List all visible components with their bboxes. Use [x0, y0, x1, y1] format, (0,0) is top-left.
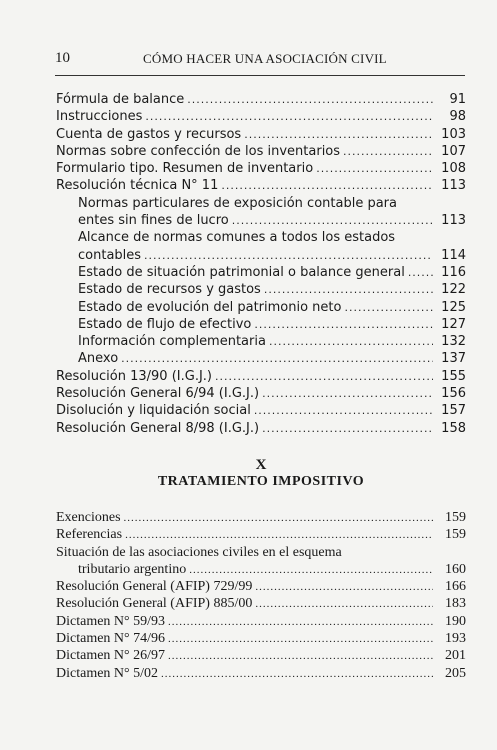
toc-entry-page: 108 [441, 161, 466, 177]
toc-entry-title-line1: Alcance de normas comunes a todos los estados [78, 230, 396, 246]
toc-entry [56, 509, 466, 526]
dot-leader [343, 143, 433, 160]
toc-entry [56, 368, 466, 385]
dot-leader [316, 160, 433, 177]
dot-leader [232, 212, 433, 229]
toc-entry-page: 113 [441, 178, 466, 194]
toc-entry [56, 350, 466, 367]
section-number: X [255, 457, 267, 473]
toc-entry-title: Información complementaria [78, 334, 266, 350]
toc-entry [56, 247, 466, 264]
toc-entry [56, 630, 466, 647]
toc-entry-page: 190 [445, 613, 466, 629]
toc-entry-title: Estado de evolución del patrimonio neto [78, 299, 342, 315]
toc-entry [56, 665, 466, 682]
toc-entry [56, 333, 466, 350]
toc-entry [56, 177, 466, 194]
toc-entry-page: 127 [441, 316, 466, 332]
toc-entry-title: Resolución General 8/98 (I.G.J.) [56, 420, 260, 436]
toc-entry [56, 526, 466, 543]
toc-entry-page: 156 [441, 386, 466, 402]
toc-entry-page: 114 [441, 247, 466, 263]
toc-entry [56, 108, 466, 125]
dot-leader [124, 510, 433, 527]
toc-entry-title: Estado de flujo de efectivo [78, 316, 252, 332]
toc-entry [56, 578, 466, 595]
toc-entry-page: 103 [441, 126, 466, 142]
toc-entry [56, 316, 466, 333]
toc-entry-page: 137 [441, 351, 466, 367]
dot-leader [168, 648, 433, 665]
toc-entry [56, 595, 466, 612]
dot-leader [262, 385, 433, 402]
toc-entry-title: Dictamen N° 59/93 [56, 613, 166, 629]
toc-entry-page: 116 [441, 264, 466, 280]
toc-entry [56, 420, 466, 437]
toc-entry-title-line2: contables [78, 247, 142, 263]
toc-entry-page: 201 [445, 648, 466, 664]
table-of-contents-part1 [56, 91, 466, 437]
toc-entry [56, 160, 466, 177]
toc-entry-title: Dictamen N° 26/97 [56, 648, 166, 664]
toc-entry [56, 126, 466, 143]
toc-entry [56, 561, 466, 578]
toc-entry-title: Resolución General (AFIP) 885/00 [56, 596, 253, 612]
dot-leader [264, 281, 433, 298]
dot-leader [144, 247, 433, 264]
toc-entry [56, 613, 466, 630]
dot-leader [161, 666, 433, 683]
dot-leader [189, 562, 433, 579]
toc-entry-page: 183 [445, 596, 466, 612]
section-title: TRATAMIENTO IMPOSITIVO [157, 474, 365, 489]
dot-leader [255, 596, 433, 613]
toc-entry-title-line2: tributario argentino [78, 561, 187, 577]
toc-entry [56, 143, 466, 160]
toc-entry-page: 166 [445, 579, 466, 595]
toc-entry-page: 160 [445, 561, 466, 577]
toc-entry-title-line2: entes sin fines de lucro [78, 213, 229, 229]
toc-entry-title: Fórmula de balance [56, 92, 185, 107]
toc-entry-page: 113 [441, 213, 466, 229]
toc-entry-page: 107 [441, 143, 466, 159]
dot-leader [168, 631, 433, 648]
toc-entry [56, 299, 466, 316]
toc-entry [56, 647, 466, 664]
toc-entry-page: 193 [445, 631, 466, 647]
toc-entry [56, 212, 466, 229]
dot-leader [255, 579, 433, 596]
dot-leader [187, 91, 433, 108]
toc-entry [56, 264, 466, 281]
toc-entry-title: Resolución General 6/94 (I.G.J.) [56, 386, 260, 402]
toc-entry [56, 385, 466, 402]
dot-leader [408, 264, 433, 281]
toc-entry-title: Resolución General (AFIP) 729/99 [56, 579, 253, 595]
dot-leader [145, 108, 433, 125]
dot-leader [168, 614, 433, 631]
toc-entry-title: Instrucciones [56, 109, 143, 125]
toc-entry-page: 155 [441, 368, 466, 384]
toc-entry-title: Resolución técnica N° 11 [56, 178, 219, 194]
toc-entry-title: Estado de situación patrimonial o balance general [78, 264, 405, 280]
header-rule [55, 75, 465, 76]
toc-entry-title: Estado de recursos y gastos [78, 282, 261, 298]
dot-leader [254, 402, 433, 419]
dot-leader [215, 368, 433, 385]
dot-leader [344, 299, 433, 316]
dot-leader [269, 333, 433, 350]
toc-entry-title: Disolución y liquidación social [56, 403, 251, 419]
toc-entry-page: 125 [441, 299, 466, 315]
page-header [55, 50, 463, 70]
toc-entry [56, 402, 466, 419]
toc-entry-title: Dictamen N° 74/96 [56, 631, 166, 647]
toc-entry-page: 158 [441, 420, 466, 436]
toc-entry-page: 157 [441, 403, 466, 419]
toc-entry-title: Exenciones [56, 510, 121, 525]
toc-entry-page: 159 [445, 510, 466, 525]
dot-leader [262, 420, 433, 437]
toc-entry-page: 98 [449, 109, 466, 125]
toc-entry-title: Resolución 13/90 (I.G.J.) [56, 368, 212, 384]
toc-entry-title: Formulario tipo. Resumen de inventario [56, 161, 314, 177]
dot-leader [254, 316, 433, 333]
toc-entry-title: Dictamen N° 5/02 [56, 665, 159, 681]
toc-entry-title-line1: Normas particulares de exposición contable para [78, 195, 397, 211]
toc-entry-title: Cuenta de gastos y recursos [56, 126, 242, 142]
toc-entry-page: 122 [441, 282, 466, 298]
dot-leader [244, 126, 433, 143]
dot-leader [125, 527, 433, 544]
toc-entry-page: 91 [449, 92, 466, 107]
toc-entry-title: Anexo [78, 351, 119, 367]
toc-entry-page: 159 [445, 527, 466, 543]
page-number: 10 [55, 50, 70, 66]
toc-entry-title: Referencias [56, 527, 123, 543]
running-title: CÓMO HACER UNA ASOCIACIÓN CIVIL [143, 51, 387, 66]
toc-entry-title-line1: Situación de las asociaciones civiles en el esquema [56, 544, 342, 560]
toc-entry-title: Normas sobre confección de los inventarios [56, 143, 341, 159]
dot-leader [221, 177, 433, 194]
toc-entry [56, 281, 466, 298]
dot-leader [121, 350, 433, 367]
table-of-contents-part2 [56, 509, 466, 682]
toc-entry [56, 91, 466, 108]
toc-entry-page: 205 [445, 665, 466, 681]
toc-entry-page: 132 [441, 334, 466, 350]
